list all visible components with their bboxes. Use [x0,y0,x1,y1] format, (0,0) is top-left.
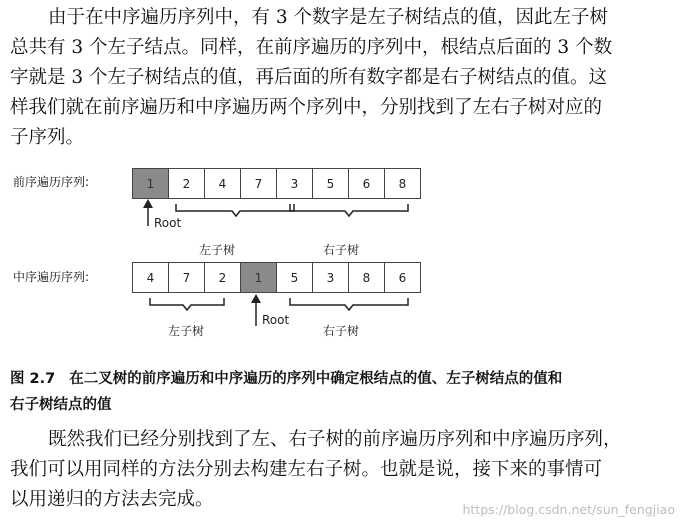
caption-text: 在二叉树的前序遍历和中序遍历的序列中确定根结点的值、左子树结点的值和 [69,371,563,387]
watermark: https://blog.csdn.net/sun_fengjiao [462,502,675,517]
inorder-cell: 6 [384,262,421,293]
inorder-right-subtree-label: 右子树 [323,324,360,338]
inorder-label: 中序遍历序列: [13,270,90,284]
preorder-cell: 2 [168,168,205,199]
preorder-cell: 5 [312,168,349,199]
figure-caption [10,366,680,418]
paragraph-line: 子序列。 [10,127,85,148]
inorder-root-arrow [251,294,261,326]
caption-line-1 [10,366,680,392]
preorder-cell: 3 [276,168,313,199]
preorder-root-cell: 1 [132,168,169,199]
paragraph-line: 样我们就在前序遍历和中序遍历两个序列中，分别找到了左右子树对应的 [10,97,603,118]
inorder-cell: 2 [204,262,241,293]
preorder-root-label: Root [154,216,182,230]
paragraph-line: 总共有 3 个左子结点。同样，在前序遍历的序列中，根结点后面的 3 个数 [10,37,613,58]
inorder-cell: 4 [132,262,169,293]
paragraph-line: 由于在中序遍历序列中，有 3 个数字是左子树结点的值，因此左子树 [48,7,609,28]
inorder-right-brace [290,298,408,310]
inorder-cell: 8 [348,262,385,293]
preorder-cell: 7 [240,168,277,199]
preorder-label: 前序遍历序列: [13,175,90,189]
paragraph-line: 既然我们已经分别找到了左、右子树的前序遍历序列和中序遍历序列， [48,429,622,450]
inorder-left-subtree-label: 左子树 [168,324,205,338]
preorder-cell: 6 [348,168,385,199]
inorder-root-label: Root [262,313,290,327]
preorder-cell: 4 [204,168,241,199]
preorder-cell: 8 [384,168,421,199]
inorder-left-brace [150,298,224,310]
inorder-root-cell: 1 [240,262,277,293]
paragraph-line: 我们可以用同样的方法分别去构建左右子树。也就是说，接下来的事情可 [10,459,603,480]
caption-line-2: 右子树结点的值 [10,397,112,413]
inorder-cell: 7 [168,262,205,293]
preorder-right-subtree-label: 右子树 [323,243,360,257]
paragraph-line: 字就是 3 个左子树结点的值，再后面的所有数字都是右子树结点的值。这 [10,67,608,88]
figure-number: 图 2.7 [10,371,56,387]
inorder-cell: 3 [312,262,349,293]
preorder-root-arrow [143,199,153,226]
paragraph-line: 以用递归的方法去完成。 [10,489,214,510]
preorder-left-subtree-label: 左子树 [199,243,236,257]
preorder-left-brace [176,204,294,216]
preorder-right-brace [290,204,408,216]
inorder-cell: 5 [276,262,313,293]
